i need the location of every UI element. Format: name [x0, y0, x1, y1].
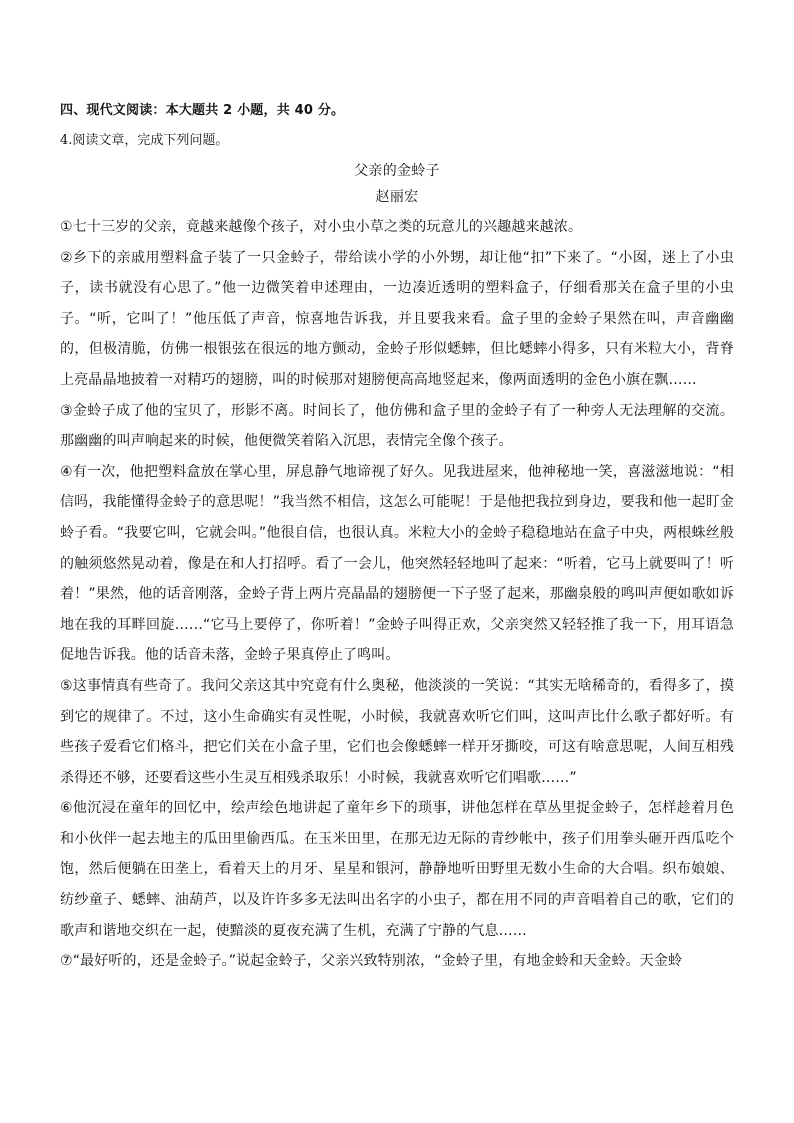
article-paragraph-1: ①七十三岁的父亲，竟越来越像个孩子，对小虫小草之类的玩意儿的兴趣越来越浓。: [60, 219, 583, 235]
article-paragraph-3: ③金蛉子成了他的宝贝了，形影不离。时间长了，他仿佛和盒子里的金蛉子有了一种旁人无法理解的交流。那幽幽的叫声响起来的时候，他便微笑着陷入沉思，表情完全像个孩子。: [60, 402, 734, 450]
question-prompt: 4.阅读文章，完成下列问题。: [60, 133, 229, 148]
article-title: 父亲的金蛉子: [354, 163, 440, 179]
article-paragraph-4: ④有一次，他把塑料盒放在掌心里，屏息静气地谛视了好久。见我进屋来，他神秘地一笑，喜滋滋地说：“相信吗，我能懂得金蛉子的意思呢！”我当然不相信，这怎么可能呢！于是他把我拉到身边，要我和他一起盯金蛉子看。“我要它叫，它就会叫。”他很自信，也很认真。米粒大小的金蛉子稳稳地站在盒子中央，两根蛛丝般的触须悠然晃动着，像是在和人打招呼。看了一会儿，他突然轻轻地叫了起来：“听着，它马上就要叫了！听着！”果然，他的话音刚落，金蛉子背上两片亮晶晶的翅膀便一下子竖了起来，那幽泉般的鸣叫声便如歌如诉地在我的耳畔回旋……“它马上要停了，你听着！”金蛉子叫得正欢，父亲突然又轻轻推了我一下，用耳语急促地告诉我。他的话音未落，金蛉子果真停止了鸣叫。: [60, 463, 734, 664]
article-paragraph-6: ⑥他沉浸在童年的回忆中，绘声绘色地讲起了童年乡下的琐事，讲他怎样在草丛里捉金蛉子，怎样趁着月色和小伙伴一起去地主的瓜田里偷西瓜。在玉米田里，在那无边无际的青纱帐中，孩子们用拳头砸开西瓜吃个饱，然后便躺在田垄上，看着天上的月牙、星星和银河，静静地听田野里无数小生命的大合唱。织布娘娘、纺纱童子、蟋蟀、油葫芦，以及许许多多无法叫出名字的小虫子，都在用不同的声音唱着自己的歌，它们的歌声和谐地交织在一起，使黯淡的夏夜充满了生机，充满了宁静的气息……: [60, 800, 734, 939]
article-paragraph-7: ⑦“最好听的，还是金蛉子。”说起金蛉子，父亲兴致特别浓，“金蛉子里，有地金蛉和天金蛉。天金蛉: [60, 953, 683, 970]
section-header: 四、现代文阅读：本大题共 2 小题，共 40 分。: [60, 103, 345, 118]
article-paragraph-2: ②乡下的亲戚用塑料盒子装了一只金蛉子，带给读小学的小外甥，却让他“扣”下来了。“小囡，迷上了小虫子，读书就没有心思了。”他一边微笑着申述理由，一边凑近透明的塑料盒子，仔细看那关在盒子里的小虫子。“听，它叫了！”他压低了声音，惊喜地告诉我，并且要我来看。盒子里的金蛉子果然在叫，声音幽幽的，但极清脆，仿佛一根银弦在很远的地方颤动，金蛉子形似蟋蟀，但比蟋蟀小得多，只有米粒大小，背脊上亮晶晶地披着一对精巧的翅膀，叫的时候那对翅膀便高高地竖起来，像两面透明的金色小旗在飘……: [60, 249, 734, 388]
article-author: 赵丽宏: [375, 189, 419, 205]
article-paragraph-5: ⑤这事情真有些奇了。我问父亲这其中究竟有什么奥秘，他淡淡的一笑说：“其实无啥稀奇的，看得多了，摸到它的规律了。不过，这小生命确实有灵性呢，小时候，我就喜欢听它们叫，这叫声比什么歌子都好听。有些孩子爱看它们格斗，把它们关在小盒子里，它们也会像蟋蟀一样开牙撕咬，可这有啥意思呢，人间互相残杀得还不够，还要看这些小生灵互相残杀取乐！小时候，我就喜欢听它们唱歌……”: [60, 677, 734, 786]
